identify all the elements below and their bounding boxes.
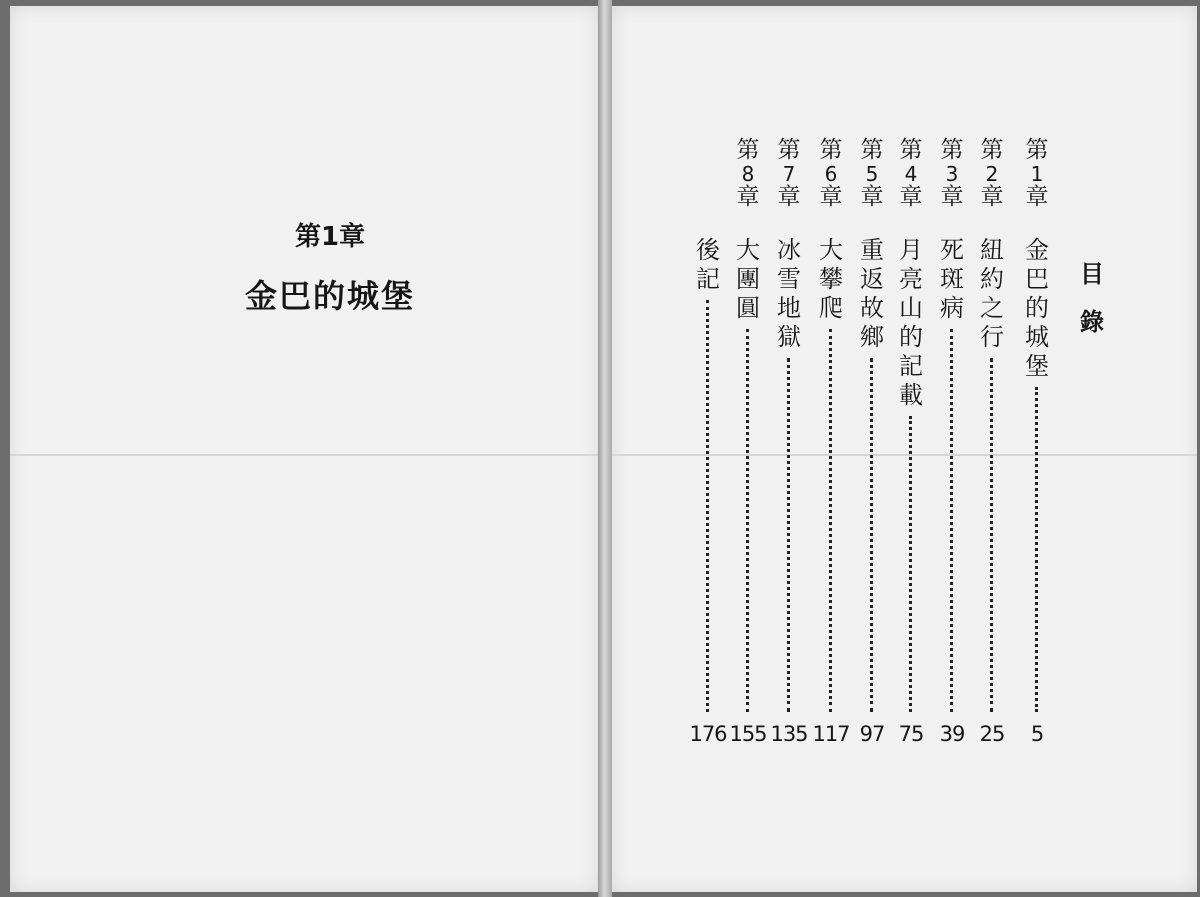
toc-entry — [770, 0, 808, 897]
toc-entry — [812, 0, 850, 897]
toc-page-number: 5 — [1030, 722, 1044, 746]
toc-chapter-number — [936, 138, 968, 210]
toc-chapter-num: 8 — [741, 162, 755, 186]
toc-chapter-title: 大團圓 — [736, 236, 760, 322]
toc-page-number: 117 — [812, 722, 850, 746]
toc-leader-dots — [990, 358, 993, 712]
toc-entry — [976, 0, 1008, 897]
toc-chapter-num: 3 — [945, 162, 959, 186]
toc-chapter-char: 第 — [736, 137, 760, 163]
toc-page-number: 39 — [939, 722, 965, 746]
toc-leader-dots — [1035, 387, 1038, 712]
toc-page-number: 155 — [729, 722, 767, 746]
toc-chapter-char: 第 — [1025, 137, 1049, 163]
toc-chapter-number — [895, 138, 927, 210]
toc-chapter-num: 2 — [985, 162, 999, 186]
toc-chapter-suffix: 章 — [819, 184, 843, 210]
toc-leader-dots — [746, 329, 749, 712]
toc-chapter-num: 5 — [865, 162, 879, 186]
toc-page-number: 176 — [689, 722, 727, 746]
toc-chapter-num: 7 — [782, 162, 796, 186]
toc-chapter-num: 1 — [1030, 162, 1044, 186]
toc-chapter-title: 紐約之行 — [980, 236, 1004, 351]
toc-chapter-number — [773, 138, 805, 210]
toc-entry — [895, 0, 927, 897]
toc-chapter-number — [856, 138, 888, 210]
chapter-title: 金巴的城堡 — [244, 277, 415, 315]
toc-chapter-num: 4 — [904, 162, 918, 186]
left-page — [10, 6, 598, 892]
toc-leader-dots — [870, 358, 873, 712]
toc-chapter-number — [976, 138, 1008, 210]
chapter-label: 第1章 — [294, 222, 366, 252]
toc-chapter-title: 大攀爬 — [819, 236, 843, 322]
toc-chapter-title: 重返故鄉 — [860, 236, 884, 351]
toc-title-char: 目 — [1080, 260, 1104, 288]
toc-leader-dots — [829, 329, 832, 712]
toc-page-number: 25 — [979, 722, 1005, 746]
toc-title-char: 錄 — [1080, 308, 1104, 336]
toc-leader-dots — [706, 300, 709, 712]
toc-chapter-suffix: 章 — [1025, 184, 1049, 210]
toc-chapter-suffix: 章 — [736, 184, 760, 210]
toc-leader-dots — [787, 358, 790, 712]
toc-chapter-suffix: 章 — [899, 184, 923, 210]
toc-chapter-suffix: 章 — [940, 184, 964, 210]
toc-page-number: 97 — [859, 722, 885, 746]
toc-page-number: 135 — [770, 722, 808, 746]
toc-chapter-char: 第 — [777, 137, 801, 163]
toc-title — [1076, 262, 1108, 334]
toc-chapter-title: 冰雪地獄 — [777, 236, 801, 351]
toc-chapter-title: 死斑病 — [940, 236, 964, 322]
toc-chapter-title: 後記 — [696, 236, 720, 293]
toc-chapter-num: 6 — [824, 162, 838, 186]
toc-chapter-char: 第 — [899, 137, 923, 163]
toc-chapter-number — [732, 138, 764, 210]
toc-chapter-suffix: 章 — [777, 184, 801, 210]
toc-leader-dots — [950, 329, 953, 712]
toc-chapter-number — [815, 138, 847, 210]
toc-entry — [689, 0, 727, 897]
toc-chapter-char: 第 — [819, 137, 843, 163]
toc-chapter-suffix: 章 — [860, 184, 884, 210]
toc-entry — [936, 0, 968, 897]
toc-chapter-char: 第 — [980, 137, 1004, 163]
toc-entry — [856, 0, 888, 897]
toc-entry — [1021, 0, 1053, 897]
toc-chapter-number — [1021, 138, 1053, 210]
toc-entry — [729, 0, 767, 897]
toc-chapter-suffix: 章 — [980, 184, 1004, 210]
page-crease — [10, 454, 598, 456]
toc-chapter-title: 月亮山的記載 — [899, 236, 923, 409]
toc-page-number: 75 — [898, 722, 924, 746]
toc-chapter-char: 第 — [860, 137, 884, 163]
toc-chapter-title: 金巴的城堡 — [1025, 236, 1049, 380]
book-gutter — [598, 0, 612, 897]
toc-leader-dots — [909, 416, 912, 712]
toc-chapter-char: 第 — [940, 137, 964, 163]
